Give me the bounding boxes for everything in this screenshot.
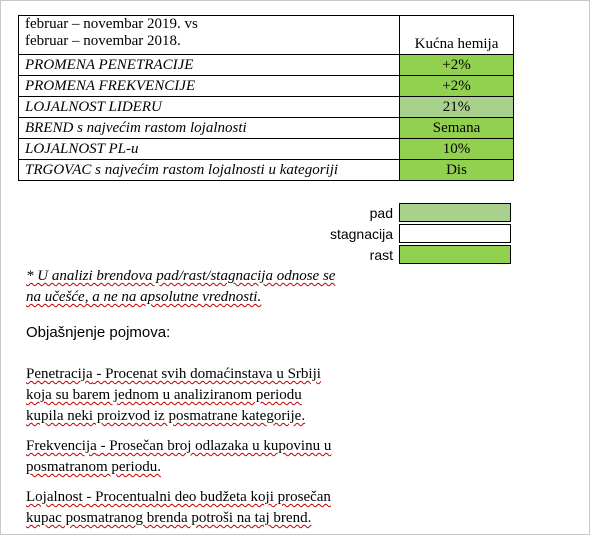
table-row <box>19 160 514 181</box>
legend-swatch-stagnacija <box>399 224 511 243</box>
legend-item <box>285 223 511 244</box>
term-name: Lojalnost <box>26 489 83 505</box>
summary-table <box>18 15 514 181</box>
legend-label: rast <box>369 246 393 263</box>
legend-label: stagnacija <box>329 225 393 242</box>
table-row <box>19 76 514 97</box>
period-line-2: februar – novembar 2018. <box>25 33 181 49</box>
period-header <box>19 16 400 55</box>
term-penetracija <box>26 364 321 427</box>
row-label: LOJALNOST PL-u <box>19 139 400 160</box>
term-line: posmatranom periodu. <box>26 459 161 475</box>
term-frekvencija <box>26 436 331 478</box>
term-definition: - Procenat svih domaćinstava u Srbiji <box>92 366 321 382</box>
period-line-1: februar – novembar 2019. vs <box>25 16 198 32</box>
row-value: 10% <box>400 139 514 160</box>
row-value: Dis <box>400 160 514 181</box>
table-row <box>19 55 514 76</box>
row-label: PROMENA FREKVENCIJE <box>19 76 400 97</box>
table-row <box>19 118 514 139</box>
term-name: Frekvencija <box>26 438 97 454</box>
explanation-title: Objašnjenje pojmova: <box>26 324 171 341</box>
legend-item <box>285 244 511 265</box>
footnote-line-1: * U analizi brendova pad/rast/stagnacija odnose se <box>26 268 336 284</box>
footnote <box>26 266 335 308</box>
term-definition: - Prosečan broj odlazaka u kupovinu u <box>96 438 332 454</box>
row-label: BREND s najvećim rastom lojalnosti <box>19 118 400 139</box>
row-label: TRGOVAC s najvećim rastom lojalnosti u kategoriji <box>19 160 400 181</box>
table-header-row <box>19 16 514 55</box>
row-label: LOJALNOST LIDERU <box>19 97 400 118</box>
legend-swatch-pad <box>399 203 511 222</box>
legend-swatch-rast <box>399 245 511 264</box>
term-line <box>26 487 331 508</box>
term-line: koja su barem jednom u analiziranom periodu <box>26 387 302 403</box>
term-line <box>26 436 331 457</box>
legend-label: pad <box>369 204 393 221</box>
term-line: kupac posmatranog brenda potroši na taj brend. <box>26 510 312 526</box>
row-label: PROMENA PENETRACIJE <box>19 55 400 76</box>
term-line <box>26 364 321 385</box>
legend-item <box>285 202 511 223</box>
row-value: +2% <box>400 76 514 97</box>
term-definition: - Procentualni deo budžeta koji prosečan <box>82 489 331 505</box>
row-value: 21% <box>400 97 514 118</box>
row-value: Semana <box>400 118 514 139</box>
table-row <box>19 139 514 160</box>
term-lojalnost <box>26 487 331 529</box>
row-value: +2% <box>400 55 514 76</box>
footnote-line-2: na učešće, a ne na apsolutne vrednosti. <box>26 289 262 305</box>
table-row <box>19 97 514 118</box>
color-legend <box>285 202 511 265</box>
category-header: Kućna hemija <box>400 16 514 55</box>
term-name: Penetracija <box>26 366 93 382</box>
term-line: kupila neki proizvod iz posmatrane kategorije. <box>26 408 306 424</box>
